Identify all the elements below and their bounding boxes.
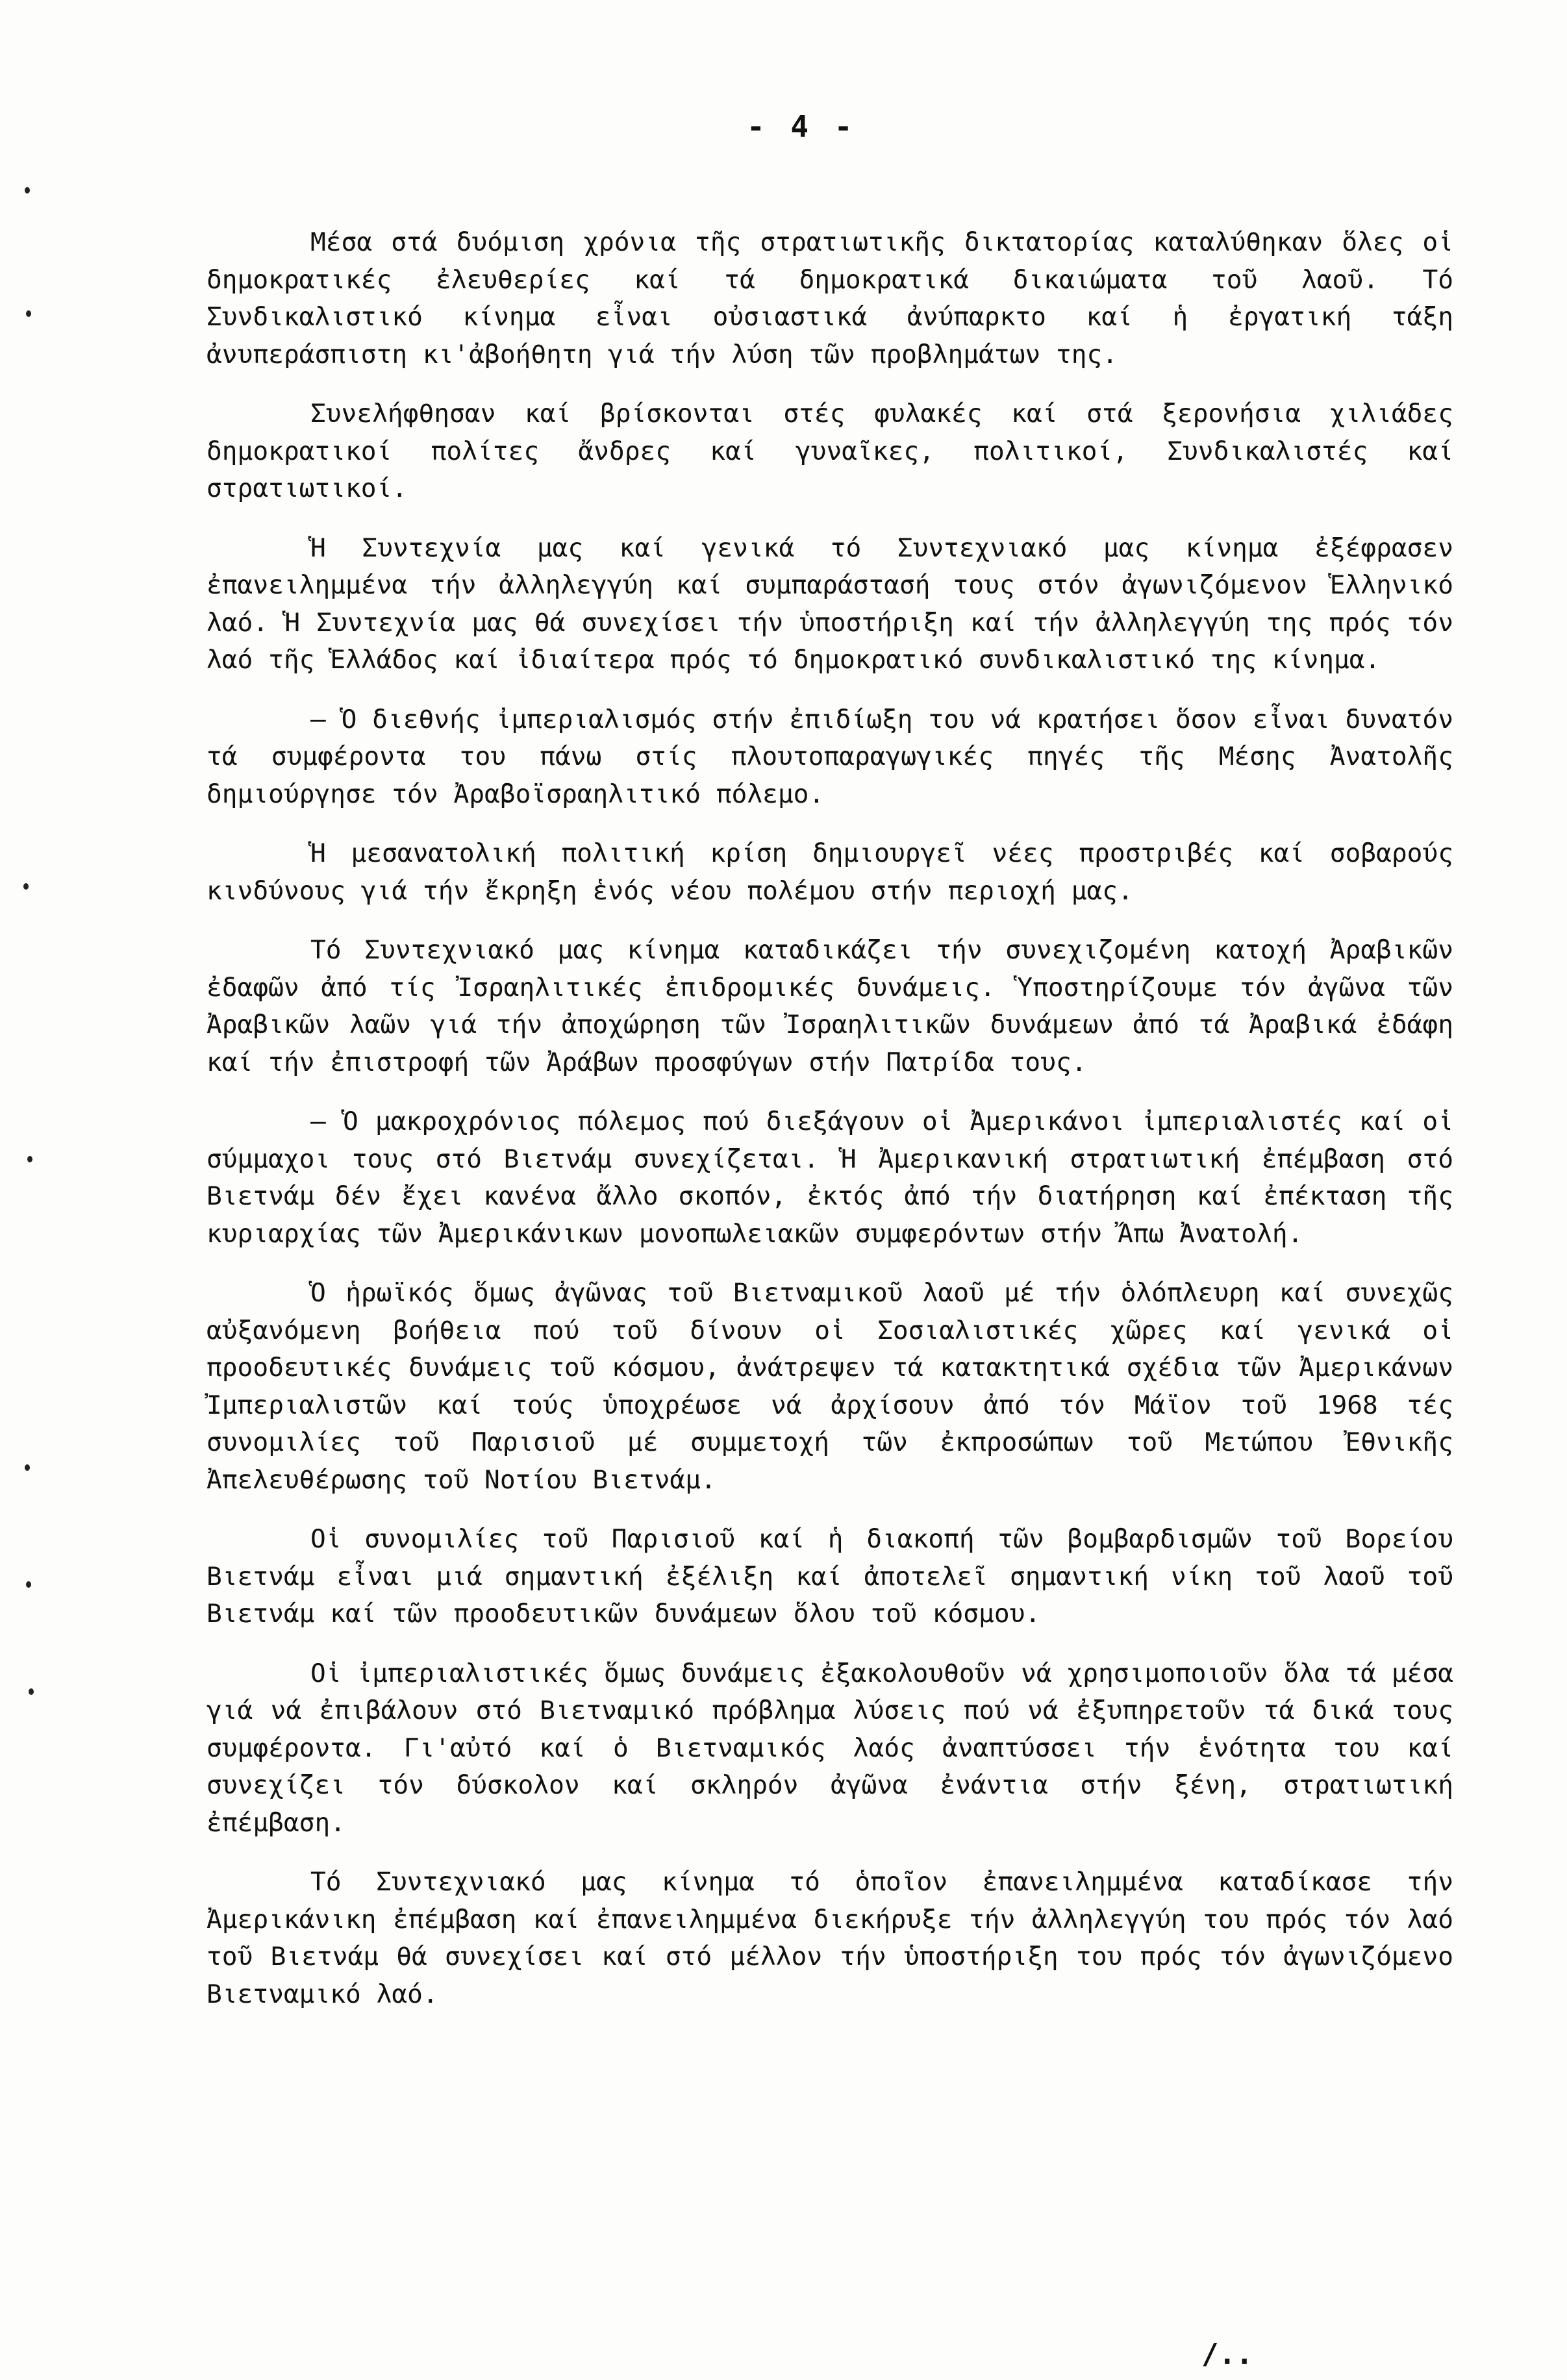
margin-speck	[25, 1464, 30, 1471]
margin-speck	[27, 1156, 32, 1162]
paragraph: Τό Συντεχνιακό μας κίνημα τό ὁποῖον ἐπανειλημμένα καταδίκασε τήν Ἀμερικάνικη ἐπέμβαση καί ἐπανειλημμένα διεκήρυξε τήν ἀλληλεγγύη του πρός τόν λαό τοῦ Βιετνάμ θά συνεχίσει καί στό μέλλον τήν ὑποστήριξη του πρός τόν ἀγωνιζόμενο Βιετναμικό λαό.	[207, 1867, 1453, 2009]
page-number: - 4 -	[747, 109, 857, 144]
margin-speck	[26, 1581, 31, 1588]
paragraph: Συνελήφθησαν καί βρίσκονται στές φυλακές καί στά ξερονήσια χιλιάδες δημοκρατικοί πολίτες ἄνδρες καί γυναῖκες, πολιτικοί, Συνδικαλιστές καί στρατιωτικοί.	[207, 399, 1453, 503]
paragraph: – Ὁ διεθνής ἰμπεριαλισμός στήν ἐπιδίωξη του νά κρατήσει ὅσον εἶναι δυνατόν τά συμφέροντα του πάνω στίς πλουτοπαραγωγικές πηγές τῆς Μέσης Ἀνατολῆς δημιούργησε τόν Ἀραβοϊσραηλιτικό πόλεμο.	[207, 704, 1453, 809]
paragraph: Ὁ ἡρωϊκός ὅμως ἀγῶνας τοῦ Βιετναμικοῦ λαοῦ μέ τήν ὁλόπλευρη καί συνεχῶς αὐξανόμενη βοήθεια πού τοῦ δίνουν οἱ Σοσιαλιστικές χῶρες καί γενικά οἱ προοδευτικές δυνάμεις τοῦ κόσμου, ἀνάτρεψεν τά κατακτητικά σχέδια τῶν Ἀμερικάνων Ἰμπεριαλιστῶν καί τούς ὑποχρέωσε νά ἀρχίσουν ἀπό τόν Μάϊον τοῦ 1968 τές συνομιλίες τοῦ Παρισιοῦ μέ συμμετοχή τῶν ἐκπροσώπων τοῦ Μετώπου Ἐθνικῆς Ἀπελευθέρωσης τοῦ Νοτίου Βιετνάμ.	[207, 1278, 1453, 1495]
paragraph: Μέσα στά δυόμιση χρόνια τῆς στρατιωτικῆς δικτατορίας καταλύθηκαν ὅλες οἱ δημοκρατικές ἐλευθερίες καί τά δημοκρατικά δικαιώματα τοῦ λαοῦ. Τό Συνδικαλιστικό κίνημα εἶναι οὐσιαστικά ἀνύπαρκτο καί ἡ ἐργατική τάξη ἀνυπεράσπιστη κι'ἀβοήθητη γιά τήν λύση τῶν προβλημάτων της.	[207, 227, 1453, 370]
paragraph: Οἱ συνομιλίες τοῦ Παρισιοῦ καί ἡ διακοπή τῶν βομβαρδισμῶν τοῦ Βορείου Βιετνάμ εἶναι μιά σημαντική ἐξέλιξη καί ἀποτελεῖ σημαντική νίκη τοῦ λαοῦ τοῦ Βιετνάμ καί τῶν προοδευτικῶν δυνάμεων ὅλου τοῦ κόσμου.	[207, 1524, 1453, 1629]
paragraph: Οἱ ἰμπεριαλιστικές ὅμως δυνάμεις ἐξακολουθοῦν νά χρησιμοποιοῦν ὅλα τά μέσα γιά νά ἐπιβάλουν στό Βιετναμικό πρόβλημα λύσεις πού νά ἐξυπηρετοῦν τά δικά τους συμφέροντα. Γι'αὐτό καί ὁ Βιετναμικός λαός ἀναπτύσσει τήν ἑνότητα του καί συνεχίζει τόν δύσκολον καί σκληρόν ἀγῶνα ἐνάντια στήν ξένη, στρατιωτική ἐπέμβαση.	[207, 1658, 1453, 1838]
continuation-mark: /..	[1201, 2338, 1253, 2371]
margin-speck	[23, 883, 29, 890]
paragraph: Ἡ μεσανατολική πολιτική κρίση δημιουργεῖ νέες προστριβές καί σοβαρούς κινδύνους γιά τήν ἔκρηξη ἑνός νέου πολέμου στήν περιοχή μας.	[207, 838, 1453, 906]
body-text	[207, 224, 1453, 2035]
margin-speck	[29, 1688, 34, 1695]
margin-speck	[25, 187, 30, 194]
paragraph: Ἡ Συντεχνία μας καί γενικά τό Συντεχνιακό μας κίνημα ἐξέφρασεν ἐπανειλημμένα τήν ἀλληλεγγύη καί συμπαράστασή τους στόν ἀγωνιζόμενον Ἑλληνικό λαό. Ἡ Συντεχνία μας θά συνεχίσει τήν ὑποστήριξη καί τήν ἀλληλεγγύη της πρός τόν λαό τῆς Ἑλλάδος καί ἰδιαίτερα πρός τό δημοκρατικό συνδικαλιστικό της κίνημα.	[207, 532, 1453, 675]
paragraph: Τό Συντεχνιακό μας κίνημα καταδικάζει τήν συνεχιζομένη κατοχή Ἀραβικῶν ἐδαφῶν ἀπό τίς Ἰσραηλιτικές ἐπιδρομικές δυνάμεις. Ὑποστηρίζουμε τόν ἀγῶνα τῶν Ἀραβικῶν λαῶν γιά τήν ἀποχώρηση τῶν Ἰσραηλιτικῶν δυνάμεων ἀπό τά Ἀραβικά ἐδάφη καί τήν ἐπιστροφή τῶν Ἀράβων προσφύγων στήν Πατρίδα τους.	[207, 935, 1453, 1077]
paragraph: – Ὁ μακροχρόνιος πόλεμος πού διεξάγουν οἱ Ἀμερικάνοι ἰμπεριαλιστές καί οἱ σύμμαχοι τους στό Βιετνάμ συνεχίζεται. Ἡ Ἀμερικανική στρατιωτική ἐπέμβαση στό Βιετνάμ δέν ἔχει κανένα ἄλλο σκοπόν, ἐκτός ἀπό τήν διατήρηση καί ἐπέκταση τῆς κυριαρχίας τῶν Ἀμερικάνικων μονοπωλειακῶν συμφερόντων στήν Ἄπω Ἀνατολή.	[207, 1107, 1453, 1249]
margin-speck	[26, 310, 31, 317]
